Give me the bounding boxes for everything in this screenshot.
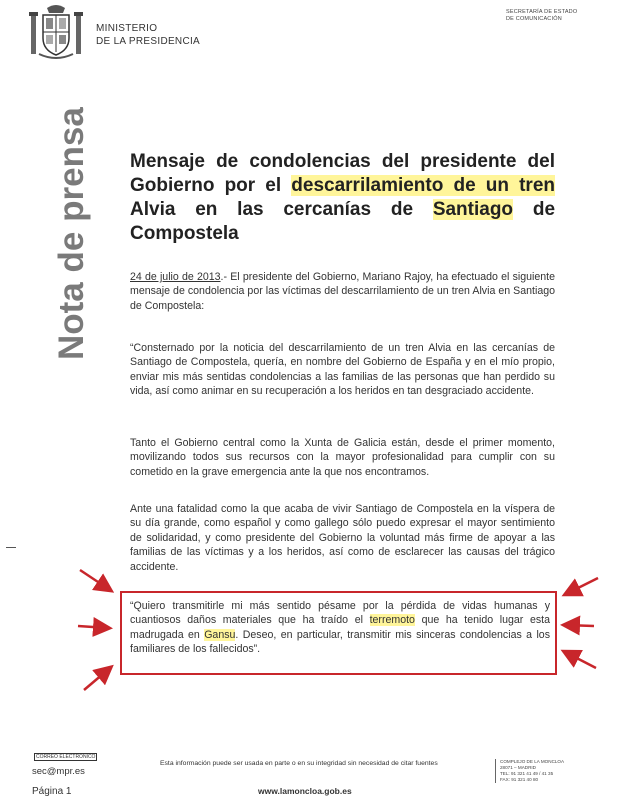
arrow-left-bottom xyxy=(84,668,110,690)
message-paragraph-earthquake xyxy=(130,599,550,657)
intro-paragraph xyxy=(130,270,555,313)
title-highlight-train: descarrilamiento de un tren xyxy=(291,175,556,196)
address-line-2: 28071 – MADRID xyxy=(500,765,537,770)
ministry-name xyxy=(96,22,200,48)
website-link[interactable]: www.lamoncloa.gob.es xyxy=(258,786,352,796)
arrow-left-mid xyxy=(78,626,108,628)
press-release-label: Nota de prensa xyxy=(52,107,91,360)
earthquake-text-b: que ha tenido lugar esta madrugada en xyxy=(130,614,550,641)
title-highlight-santiago: Santiago xyxy=(432,199,514,220)
spanish-coat-of-arms-icon xyxy=(27,2,85,62)
message-paragraph-3: Ante una fatalidad como la que acaba de vivir Santiago de Compostela en la víspera de su día grande, como español y como gallego sólo puedo expresar el mayor sentimiento de solidaridad, y como presidente del Gobierno la voluntad más firme de apoyar a las familias de las víctimas y a los heridos, así como de esclarecer las causas del trágico accidente. xyxy=(130,503,555,573)
arrow-right-bottom xyxy=(565,652,596,668)
usage-disclaimer: Esta información puede ser usada en parte o en su integridad sin necesidad de citar fuentes xyxy=(160,760,438,767)
earthquake-text-a: “Quiero transmitirle mi más sentido pésame por la pérdida de vidas humanas y cuantiosos daños materiales que ha traído el xyxy=(130,600,550,627)
postal-address xyxy=(495,759,564,783)
title-part-1: Mensaje de condolencias del presidente del Gobierno por el xyxy=(130,151,555,196)
highlight-gansu: Gansu xyxy=(204,628,236,641)
secretaria-name xyxy=(506,9,577,23)
side-divider xyxy=(6,547,16,548)
title-part-3: de Compostela xyxy=(130,199,556,244)
highlight-terremoto: terremoto xyxy=(369,614,415,627)
secretaria-line-2: DE COMUNICACIÓN xyxy=(506,16,562,22)
address-line-3: TEL: 91 321 41 49 / 41 35 xyxy=(500,771,554,776)
page-number: Página 1 xyxy=(32,786,72,797)
page-title xyxy=(130,150,555,246)
ministry-line-1: MINISTERIO xyxy=(96,23,158,34)
contact-email[interactable]: sec@mpr.es xyxy=(32,766,85,777)
title-part-2: Alvia en las cercanías de xyxy=(130,199,433,220)
message-paragraph-1: “Consternado por la noticia del descarrilamiento de un tren Alvia en las cercanías de Santiago de Compostela, quería, en nombre del Gobierno de España y en el mío propio, enviar mis más sentidas condolencias a las familias de las personas que han perdido su vida, así como animar en su recuperación a los heridos en tan desgraciado accidente. xyxy=(130,342,555,398)
address-line-1: COMPLEJO DE LA MONCLOA xyxy=(500,759,565,764)
address-line-4: FAX: 91 321 40 80 xyxy=(500,777,539,782)
intro-text: .- El presidente del Gobierno, Mariano Rajoy, ha efectuado el siguiente mensaje de condolencia por las víctimas del descarrilamiento de un tren Alvia en Santiago de Compostela: xyxy=(130,271,555,312)
ministry-line-2: DE LA PRESIDENCIA xyxy=(96,36,201,47)
message-paragraph-2: Tanto el Gobierno central como la Xunta de Galicia están, desde el primer momento, movilizando todos sus recursos con la mayor profesionalidad para cumplir con su cometido en la grave emergencia ante la que nos encontramos. xyxy=(130,437,555,478)
earthquake-text-c: . Deseo, en particular, transmitir mis sinceras condolencias a los familiares de los fallecidos”. xyxy=(130,628,550,656)
arrow-right-mid xyxy=(565,625,594,626)
email-label: CORREO ELECTRÓNICO xyxy=(36,754,96,760)
release-date: 24 de julio de 2013 xyxy=(130,271,221,283)
arrow-left-top xyxy=(80,570,110,590)
arrow-right-top xyxy=(566,578,598,594)
secretaria-line-1: SECRETARÍA DE ESTADO xyxy=(506,9,578,15)
